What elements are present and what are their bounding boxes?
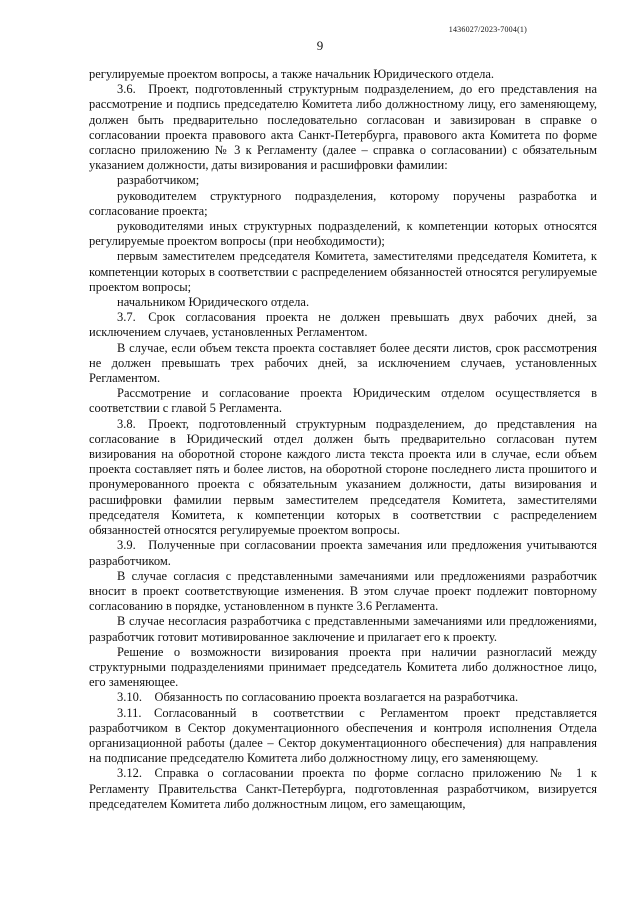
paragraph-3-8: 3.8. Проект, подготовленный структурным подразделением, до представления на согласование в Юридический отдел должен быть предварительно согласован путем визирования на оборотной стороне каждого листа текста проекта или в случае, если объем проекта составляет пять и более листов, на оборотной стороне последнего листа прошитого и пронумерованного проекта с обязательным указанием должности, даты визирования и расшифровки фамилии первым заместителем председателя Комитета, заместителями председателя Комитета, к компетенции которых в соответствии с распределением обязанностей относятся регулируемые проектом вопросы.	[89, 416, 597, 538]
document-body	[89, 67, 597, 812]
paragraph-3-12: 3.12. Справка о согласовании проекта по форме согласно приложению № 1 к Регламенту Правительства Санкт-Петербурга, подготовленная разработчиком, визируется председателем Комитета либо должностным лицом, его замещающим,	[89, 766, 597, 811]
list-item-unit-head: руководителем структурного подразделения, которому поручены разработка и согласование проекта;	[89, 188, 597, 218]
paragraph-3-9: 3.9. Полученные при согласовании проекта замечания или предложения учитываются разработчиком.	[89, 538, 597, 568]
list-item-deputies: первым заместителем председателя Комитета, заместителями председателя Комитета, к компетенции которых в соответствии с распределением обязанностей относятся регулируемые проектом вопросы;	[89, 249, 597, 294]
paragraph-3-7: 3.7. Срок согласования проекта не должен превышать двух рабочих дней, за исключением случаев, установленных Регламентом.	[89, 310, 597, 340]
page-number: 9	[316, 38, 324, 53]
paragraph-3-10: 3.10. Обязанность по согласованию проекта возлагается на разработчика.	[117, 690, 519, 705]
paragraph-3-9-agreement: В случае согласия с представленными замечаниями или предложениями разработчик вносит в проект соответствующие изменения. В этом случае проект подлежит повторному согласованию в порядке, установленном в пункте 3.6 Регламента.	[89, 568, 597, 614]
list-item-legal-head: начальником Юридического отдела.	[117, 295, 310, 310]
paragraph-3-7-volume: В случае, если объем текста проекта составляет более десяти листов, срок рассмотрения не должен превышать трех рабочих дней, за исключением случаев, установленных Регламентом.	[89, 340, 597, 386]
list-item-developer: разработчиком;	[117, 173, 200, 188]
paragraph-continuation: регулируемые проектом вопросы, а также начальник Юридического отдела.	[89, 67, 495, 81]
paragraph-3-11: 3.11. Согласованный в соответствии с Регламентом проект представляется разработчиком в Сектор документационного обеспечения и контроля исполнения Отдела организационной работы (далее – Сектор документационного обеспечения) для направления на подписание председателю Комитета либо должностному лицу, его заменяющему.	[89, 705, 597, 766]
paragraph-3-9-decision: Решение о возможности визирования проекта при наличии разногласий между структурными подразделениями принимает председатель Комитета либо должностное лицо, его заменяющее.	[89, 644, 597, 690]
paragraph-3-9-disagreement: В случае несогласия разработчика с представленными замечаниями или предложениями, разработчик готовит мотивированное заключение и прилагает его к проекту.	[89, 614, 597, 644]
paragraph-3-6: 3.6. Проект, подготовленный структурным подразделением, до его представления на рассмотрение и подпись председателю Комитета либо должностному лицу, его заменяющему, должен быть предварительно последовательно согласован и завизирован в справке о согласовании проекта правового акта Санкт-Петербурга, правового акта Комитета по форме согласно приложению № 3 к Регламенту (далее – справка о согласовании) с обязательным указанием должности, даты визирования и расшифровки фамилии:	[89, 82, 597, 173]
paragraph-3-7-legal-review: Рассмотрение и согласование проекта Юридическим отделом осуществляется в соответствии с главой 5 Регламента.	[89, 386, 597, 416]
list-item-other-units: руководителями иных структурных подразделений, к компетенции которых относятся регулируемые проектом вопросы (при необходимости);	[89, 219, 597, 249]
document-number: 1436027/2023-7004(1)	[448, 25, 527, 34]
